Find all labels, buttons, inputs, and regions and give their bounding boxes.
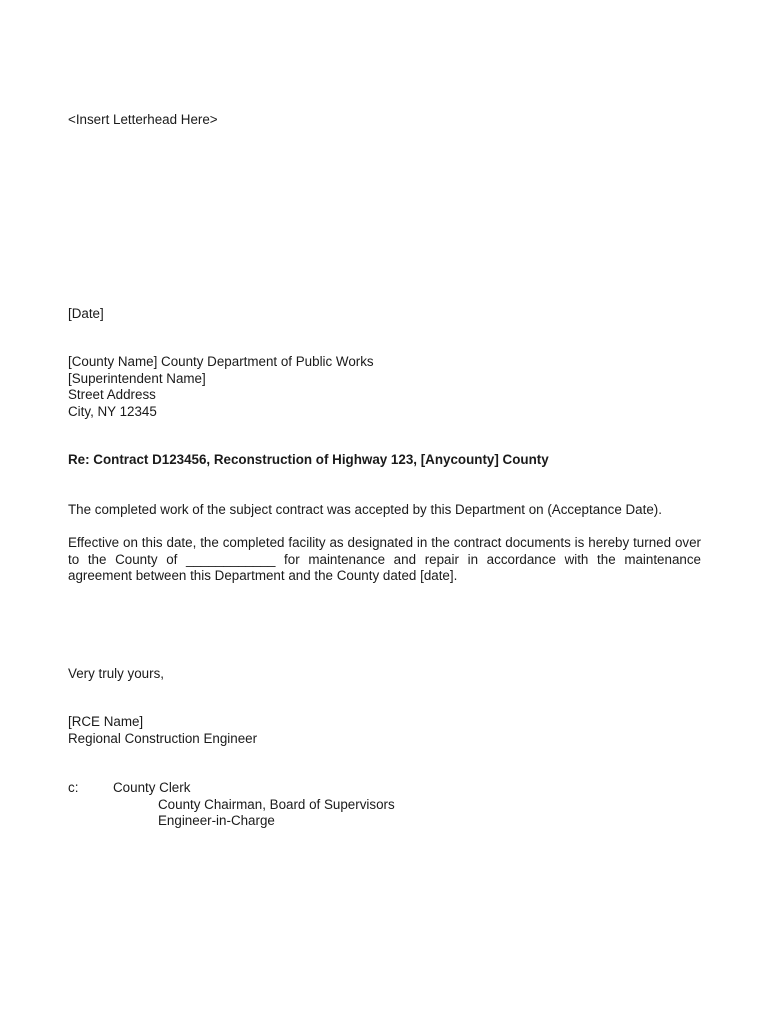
letter-date: [Date]: [68, 306, 104, 321]
body-paragraph-2: Effective on this date, the completed facility as designated in the contract documents is hereby turned over to the County of ____________ for maintenance and repair in accordance with the maintenance agreement between this Department and the County dated [date].: [68, 535, 701, 583]
recipient-street: Street Address: [68, 387, 156, 402]
signer-name: [RCE Name]: [68, 714, 144, 729]
cc-label: c:: [68, 780, 79, 795]
signer-title: Regional Construction Engineer: [68, 731, 258, 746]
recipient-city: City, NY 12345: [68, 404, 157, 419]
cc-recipient: County Clerk: [113, 780, 191, 795]
cc-recipient: County Chairman, Board of Supervisors: [158, 797, 395, 812]
cc-recipient: Engineer-in-Charge: [158, 813, 275, 828]
recipient-name: [Superintendent Name]: [68, 371, 206, 386]
recipient-department: [County Name] County Department of Public Works: [68, 354, 374, 369]
closing: Very truly yours,: [68, 666, 164, 681]
subject-line: Re: Contract D123456, Reconstruction of Highway 123, [Anycounty] County: [68, 452, 549, 467]
body-paragraph-1: The completed work of the subject contract was accepted by this Department on (Acceptance Date).: [68, 502, 662, 517]
letterhead-placeholder: <Insert Letterhead Here>: [68, 112, 218, 127]
